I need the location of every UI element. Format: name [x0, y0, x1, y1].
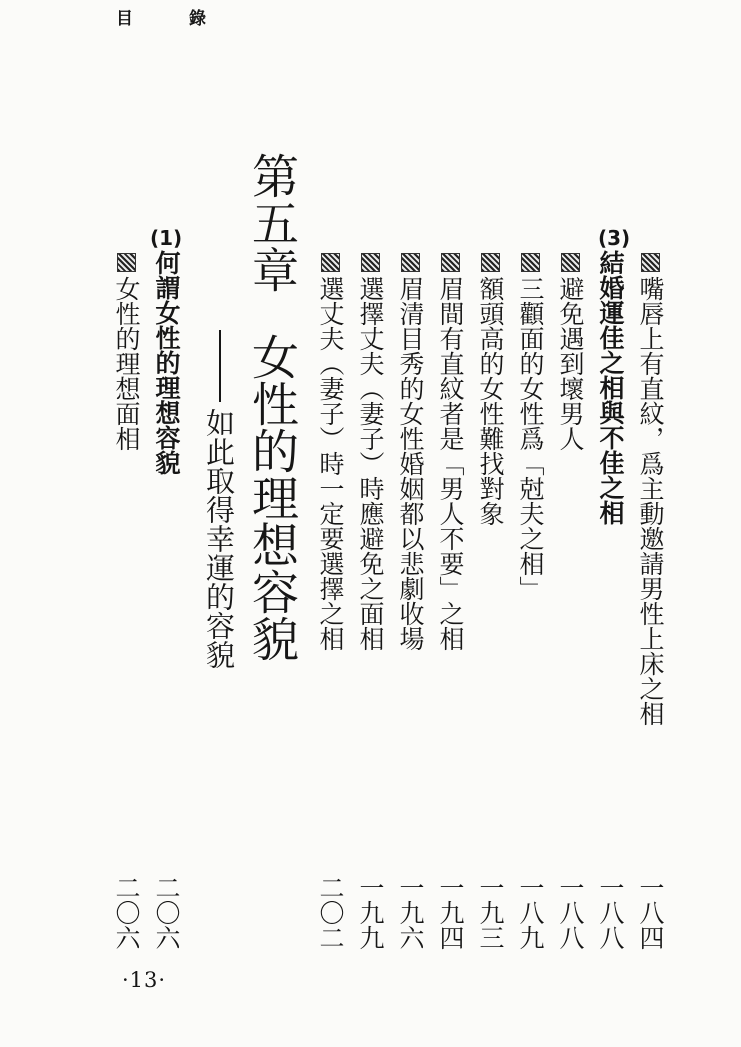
chapter-number: 第五章 [244, 152, 299, 293]
square-bullet-icon [641, 253, 660, 272]
square-bullet-icon [321, 253, 340, 272]
toc-entry-title: 避免遇到壞男人 [556, 276, 585, 451]
toc-entry-title: 女性的理想面相 [112, 276, 141, 451]
toc-entry-title: 眉清目秀的女性婚姻都以悲劇收場 [396, 276, 425, 651]
section-label-3: (3) [598, 226, 631, 250]
toc-entry-page: 一九六 [396, 875, 425, 950]
toc-entry[interactable] [434, 250, 466, 950]
toc-entry-title: 結婚運佳之相與不佳之相 [596, 250, 625, 525]
square-bullet-icon [561, 253, 580, 272]
toc-entry[interactable] [314, 250, 346, 950]
square-bullet-icon [481, 253, 500, 272]
toc-entry-title: 嘴唇上有直紋，爲主動邀請男性上床之相 [636, 276, 665, 726]
toc-entry-title: 何謂女性的理想容貌 [152, 250, 181, 475]
em-dash-icon [219, 330, 221, 402]
toc-entry[interactable] [110, 250, 142, 950]
toc-entry[interactable] [514, 250, 546, 950]
toc-entry[interactable] [394, 250, 426, 950]
toc-entry-title: 三顴面的女性爲「尅夫之相」 [516, 276, 545, 601]
toc-entry-page: 一八四 [636, 875, 665, 950]
toc-section-heading[interactable] [150, 250, 182, 950]
chapter-subtitle-text: 如此取得幸運的容貌 [202, 408, 236, 669]
toc-entry-page: 二〇二 [316, 875, 345, 950]
toc-entry-page: 一八八 [556, 875, 585, 950]
toc-entry-page: 一八八 [596, 875, 625, 950]
toc-entry[interactable] [354, 250, 386, 950]
chapter-name: 女性的理想容貌 [244, 333, 299, 662]
section-label-1: (1) [150, 226, 183, 250]
toc-entry-title: 選擇丈夫（妻子）時應避免之面相 [356, 276, 385, 651]
page-header [116, 4, 206, 29]
square-bullet-icon [521, 253, 540, 272]
toc-entry-page: 一八九 [516, 875, 545, 950]
chapter-subtitle [202, 330, 236, 690]
square-bullet-icon [361, 253, 380, 272]
toc-entry[interactable] [554, 250, 586, 950]
toc-entry-page: 一九四 [436, 875, 465, 950]
header-char-1: 目 [116, 9, 133, 29]
toc-entry-page: 一九九 [356, 875, 385, 950]
toc-entry-page: 二〇六 [112, 875, 141, 950]
page-number: ·13· [122, 968, 167, 992]
header-char-2: 錄 [189, 9, 206, 29]
toc-entry-page: 一九三 [476, 875, 505, 950]
toc-entry-page: 二〇六 [152, 875, 181, 950]
toc-entry-title: 額頭高的女性難找對象 [476, 276, 505, 526]
toc-entry[interactable] [474, 250, 506, 950]
square-bullet-icon [401, 253, 420, 272]
square-bullet-icon [441, 253, 460, 272]
toc-entry-title: 眉間有直紋者是「男人不要」之相 [436, 276, 465, 651]
toc-entry[interactable] [634, 250, 666, 950]
square-bullet-icon [117, 253, 136, 272]
toc-section-heading[interactable] [594, 250, 626, 950]
chapter-title [244, 152, 299, 662]
toc-entry-title: 選丈夫（妻子）時一定要選擇之相 [316, 276, 345, 651]
